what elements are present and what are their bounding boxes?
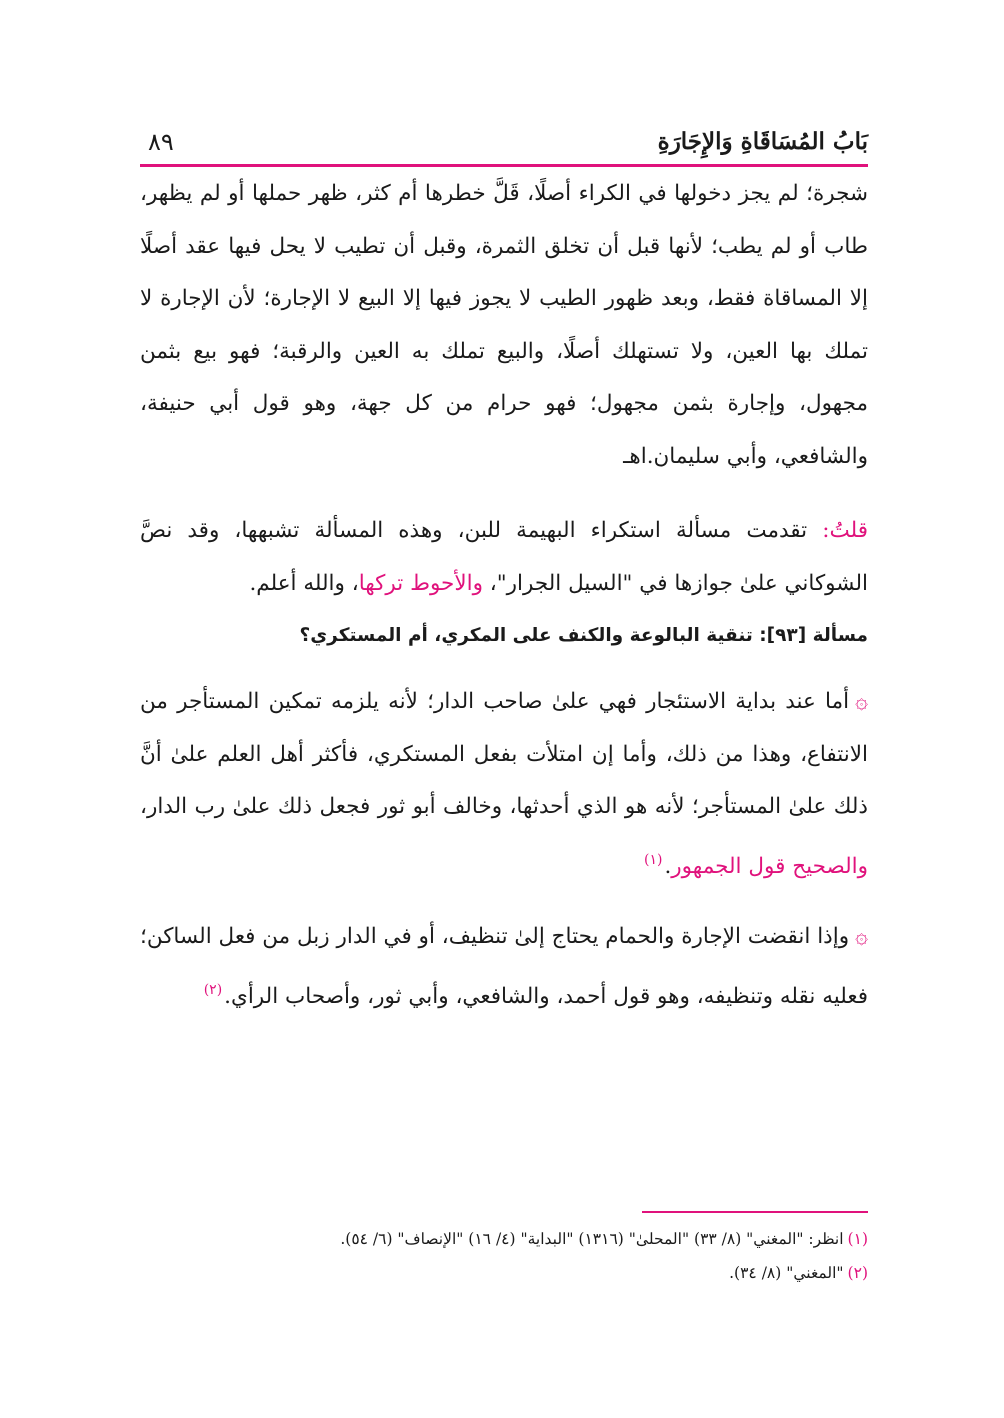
correct-opinion: والصحيح قول الجمهور: [671, 853, 868, 879]
footnote-divider: [642, 1211, 868, 1213]
author-note-ending: ، والله أعلم.: [249, 570, 359, 596]
footnote-1: [140, 1222, 868, 1256]
footnote-text: انظر: "المغني" (٨/ ٣٣) "المحلىٰ" (١٣١٦) "البداية" (٤/ ١٦) "الإنصاف" (٦/ ٥٤).: [340, 1230, 844, 1248]
issue-first-text: أما عند بداية الاستئجار فهي علىٰ صاحب الدار؛ لأنه يلزمه تمكين المستأجر من الانتفاع، وهذا من ذلك، وأما إن امتلأت بفعل المستكري، فأكثر أهل العلم علىٰ أنَّ ذلك علىٰ المستأجر؛ لأنه هو الذي أحدثها، وخالف أبو ثور فجعل ذلك علىٰ رب الدار،: [140, 689, 868, 819]
page-number: ٨٩: [148, 128, 174, 156]
header-divider: [140, 164, 868, 167]
footnote-2: [140, 1256, 868, 1290]
chapter-title: بَابُ المُسَاقَاةِ وَالإِجَارَةِ: [657, 128, 868, 155]
main-text: [140, 168, 868, 1023]
flower-ornament-icon: ۞: [855, 689, 868, 714]
author-note-text: تقدمت مسألة استكراء البهيمة للبن، وهذه المسألة تشبهها، وقد نصَّ الشوكاني علىٰ جوازها في "السيل الجرار"،: [140, 518, 868, 596]
issue-second-text: وإذا انقضت الإجارة والحمام يحتاج إلىٰ تنظيف، أو في الدار زبل من فعل الساكن؛ فعليه نقله وتنظيفه، وهو قول أحمد، والشافعي، وأبي ثور، وأصحاب الرأي.: [140, 924, 868, 1009]
footnote-ref-2[interactable]: (٢): [203, 981, 223, 998]
page-header: [140, 124, 868, 164]
footnote-ref-1[interactable]: (١): [643, 851, 663, 868]
footnote-number: (١): [847, 1230, 868, 1248]
paragraph-issue-first: [140, 676, 868, 893]
footnote-text: "المغني" (٨/ ٣٤).: [729, 1264, 844, 1282]
footnotes: [140, 1222, 868, 1290]
paragraph-issue-second: [140, 911, 868, 1023]
paragraph-ibn-hazm-quote: شجرة؛ لم يجز دخولها في الكراء أصلًا، قَلَّ خطرها أم كثر، ظهر حملها أو لم يظهر، طاب أو لم يطب؛ لأنها قبل أن تخلق الثمرة، وقبل أن تطيب لا يحل فيها عقد أصلًا إلا المساقاة فقط، وبعد ظهور الطيب لا يجوز فيها إلا البيع لا الإجارة؛ لأن الإجارة لا تملك بها العين، ولا تستهلك أصلًا، والبيع تملك به العين والرقبة؛ فهو بيع بثمن مجهول، وإجارة بثمن مجهول؛ فهو حرام من كل جهة، وهو قول أبي حنيفة، والشافعي، وأبي سليمان.اهـ: [140, 181, 868, 469]
qultu-label: قلتُ:: [822, 518, 868, 543]
issue-heading: مسألة [٩٣]: تنقية البالوعة والكنف على المكري، أم المستكري؟: [299, 625, 868, 646]
footnote-number: (٢): [847, 1264, 868, 1282]
paragraph-author-note: [140, 505, 868, 610]
issue-first-period: .: [664, 853, 672, 879]
preferred-opinion: والأحوط تركها: [358, 570, 483, 596]
flower-ornament-icon: ۞: [855, 924, 868, 949]
